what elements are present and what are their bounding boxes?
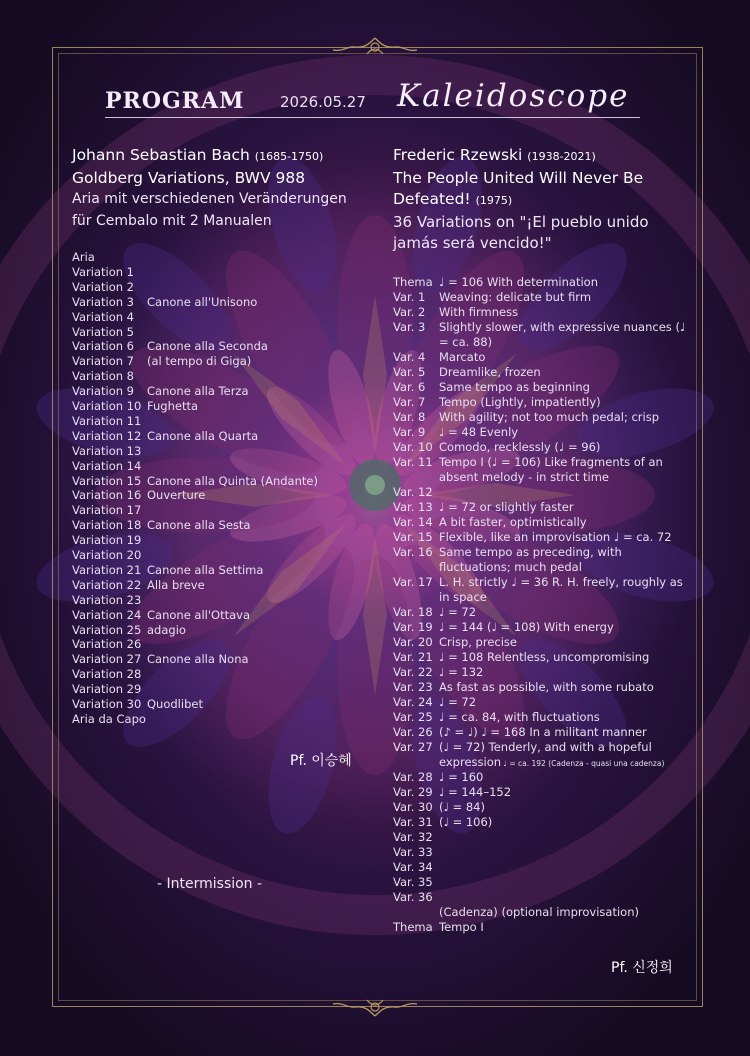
bach-item-description: Canone alla Quarta <box>147 428 259 443</box>
rzewski-item-description: (♩ = 84) <box>439 800 485 814</box>
rzewski-item-number: Thema <box>393 275 433 289</box>
rzewski-item-number: Var. 21 <box>393 650 433 664</box>
concert-title: Kaleidoscope <box>397 78 630 114</box>
rzewski-item-description: Slightly slower, with expressive nuances (♩ = ca. 88) <box>439 320 686 349</box>
rzewski-item-description: ♩ = 48 Evenly <box>439 425 519 439</box>
rzewski-work-year: (1975) <box>475 194 513 207</box>
bach-item-number: Variation 29 <box>72 682 142 697</box>
bach-item-number: Variation 14 <box>72 458 142 473</box>
bach-item-number: Variation 12 <box>72 428 142 443</box>
rzewski-item-description: With firmness <box>439 305 519 319</box>
rzewski-item-number: Var. 26 <box>393 725 433 739</box>
rzewski-item-description: ♩ = 72 <box>439 695 477 709</box>
rzewski-item-number: Var. 4 <box>393 350 426 364</box>
rzewski-item-description: Marcato <box>439 350 486 364</box>
rzewski-item-number: Var. 33 <box>393 845 433 859</box>
bach-item-number: Variation 26 <box>72 637 142 652</box>
rzewski-item-number: Var. 12 <box>393 485 433 499</box>
rzewski-item-description: ♩ = 72 or slightly faster <box>439 500 574 514</box>
rzewski-item-description: Tempo I <box>439 920 484 934</box>
bach-item-number: Variation 20 <box>72 548 142 562</box>
rzewski-item-description: Tempo I (♩ = 106) Like fragments of an absent melody - in strict time <box>439 455 663 484</box>
rzewski-work-title-2-text: Defeated! <box>393 190 471 208</box>
rzewski-item-description: As fast as possible, with some rubato <box>439 680 654 694</box>
rzewski-item-number: Var. 8 <box>393 410 426 424</box>
bach-item-description: Fughetta <box>147 399 199 413</box>
rzewski-item-description: ♩ = 108 Relentless, uncompromising <box>439 650 650 664</box>
rzewski-item-description: ♩ = 72 <box>439 605 477 619</box>
rzewski-item-description: ♩ = 144–152 <box>439 785 512 799</box>
bach-item-description: Canone all'Ottava <box>147 607 250 622</box>
bach-item-description: adagio <box>147 622 186 637</box>
bach-item-number: Variation 4 <box>72 309 134 324</box>
rzewski-item-number: Var. 9 <box>393 425 426 439</box>
rzewski-item-number: Var. 10 <box>393 440 433 454</box>
bach-item-description: Alla breve <box>147 577 205 592</box>
rzewski-item-description: ♩ = 160 <box>439 770 484 784</box>
rzewski-item-description: Dreamlike, frozen <box>439 365 541 379</box>
rzewski-item-number: Var. 24 <box>393 695 433 709</box>
bach-item-number: Variation 5 <box>72 324 134 339</box>
bach-item-number: Variation 28 <box>72 667 142 682</box>
program-header <box>105 80 640 120</box>
bach-subtitle-2: für Cembalo mit 2 Manualen <box>72 212 272 229</box>
bach-item-description: Canone alla Terza <box>147 384 249 399</box>
rzewski-composer <box>393 145 693 168</box>
rzewski-item-description: ♩ = ca. 84, with fluctuations <box>439 710 600 724</box>
rzewski-item-number: Var. 7 <box>393 395 426 409</box>
rzewski-item-number: Var. 1 <box>393 290 426 304</box>
rzewski-item-description: Same tempo as beginning <box>439 380 590 394</box>
rzewski-item-number: Var. 14 <box>393 515 433 529</box>
bach-item-number: Variation 22 <box>72 577 142 592</box>
bach-item-description: Canone alla Seconda <box>147 339 268 354</box>
bach-item-description: Canone alla Nona <box>147 652 249 667</box>
bach-item-number: Variation 19 <box>72 533 142 548</box>
rzewski-item-number: Var. 15 <box>393 530 433 544</box>
rzewski-item-description: (♩ = 72) Tenderly, and with a hopeful expression ♩ = ca. 192 (Cadenza - quasi una cadenza) <box>439 740 665 769</box>
rzewski-item-description: Same tempo as preceding, with fluctuations; much pedal <box>439 545 622 574</box>
rzewski-item-number: Var. 31 <box>393 815 433 829</box>
var27-cadenza-note: ♩ = ca. 192 (Cadenza - quasi una cadenza) <box>501 759 665 768</box>
rzewski-composer-name: Frederic Rzewski <box>393 146 523 164</box>
rzewski-item-number: Var. 2 <box>393 305 426 319</box>
rzewski-item-description: Tempo (Lightly, impatiently) <box>439 395 601 409</box>
bach-item-number: Variation 13 <box>72 443 142 458</box>
rzewski-subtitle-1: 36 Variations on "¡El pueblo unido <box>393 212 649 231</box>
rzewski-item-number: Var. 25 <box>393 710 433 724</box>
rzewski-item-number: Var. 6 <box>393 380 426 394</box>
rzewski-item-number: Var. 3 <box>393 320 426 334</box>
bach-work-title: Goldberg Variations, BWV 988 <box>72 168 306 187</box>
bach-item-number: Variation 27 <box>72 652 142 667</box>
rzewski-item-number: Var. 17 <box>393 575 433 589</box>
rzewski-item-number: Var. 32 <box>393 830 433 844</box>
rzewski-item-number: Var. 11 <box>393 455 433 469</box>
bach-item-number: Variation 9 <box>72 384 134 399</box>
bach-composer <box>72 145 372 168</box>
header-underline <box>105 117 640 118</box>
intermission: - Intermission - <box>157 876 263 892</box>
bach-item-number: Variation 7 <box>72 354 134 369</box>
rzewski-item-description: With agility; not too much pedal; crisp <box>439 410 660 424</box>
bach-item-number: Variation 8 <box>72 369 134 384</box>
rzewski-item-number: Var. 16 <box>393 545 433 559</box>
rzewski-years: (1938-2021) <box>527 150 596 163</box>
rzewski-item-number: Var. 27 <box>393 740 433 754</box>
bach-item-number: Aria da Capo <box>72 711 146 726</box>
bach-item-description: Ouverture <box>147 488 206 503</box>
rzewski-item-description: (♩ = 106) <box>439 815 493 829</box>
rzewski-item-number: Var. 30 <box>393 800 433 814</box>
rzewski-item-number: Var. 36 <box>393 890 433 904</box>
bach-item-number: Variation 11 <box>72 413 142 428</box>
bach-item-number: Variation 3 <box>72 294 134 309</box>
rzewski-item-number: Thema <box>393 920 433 934</box>
bach-item-number: Variation 25 <box>72 622 142 637</box>
bach-item-number: Variation 17 <box>72 503 142 518</box>
rzewski-item-description: Weaving: delicate but firm <box>439 290 592 304</box>
bach-composer-name: Johann Sebastian Bach <box>72 146 250 164</box>
bach-heading <box>72 145 372 232</box>
bach-item-description: Canone all'Unisono <box>147 294 258 309</box>
bach-subtitle-1: Aria mit verschiedenen Veränderungen <box>72 191 347 207</box>
bach-item-number: Variation 6 <box>72 339 134 354</box>
bach-item-number: Variation 24 <box>72 607 142 622</box>
rzewski-item-description: Flexible, like an improvisation ♩ = ca. 72 <box>439 530 672 544</box>
bach-item-number: Variation 16 <box>72 488 142 503</box>
bach-item-description: (al tempo di Giga) <box>147 354 252 369</box>
bach-item-description: Quodlibet <box>147 697 203 711</box>
rzewski-item-number: Var. 23 <box>393 680 433 694</box>
rzewski-work-title-2 <box>393 189 693 212</box>
rzewski-item-number: Var. 19 <box>393 620 433 634</box>
rzewski-item-description: ♩ = 144 (♩ = 108) With energy <box>439 620 614 634</box>
bach-item-number: Variation 18 <box>72 518 142 533</box>
rzewski-item-description: L. H. strictly ♩ = 36 R. H. freely, roughly as in space <box>439 575 683 604</box>
bach-item-number: Variation 15 <box>72 473 142 488</box>
rzewski-item-number: Var. 13 <box>393 500 433 514</box>
rzewski-item-number: Var. 18 <box>393 605 433 619</box>
rzewski-item-description: Comodo, recklessly (♩ = 96) <box>439 440 601 454</box>
bach-item-number: Variation 23 <box>72 592 142 607</box>
program-label: PROGRAM <box>105 88 245 114</box>
bach-item-number: Variation 10 <box>72 399 142 413</box>
rzewski-item-number: Var. 29 <box>393 785 433 799</box>
rzewski-item-description: ♩ = 132 <box>439 665 484 679</box>
rzewski-item-description: A bit faster, optimistically <box>439 515 587 529</box>
rzewski-item-number: Var. 20 <box>393 635 433 649</box>
rzewski-item-description: ♩ = 106 With determination <box>439 275 598 289</box>
rzewski-subtitle-2: jamás será vencido!" <box>393 234 552 252</box>
rzewski-performer: Pf. 신정희 <box>611 960 673 976</box>
rzewski-item-description: (♪ = ♩) ♩ = 168 In a militant manner <box>439 725 647 739</box>
rzewski-item-number: Var. 35 <box>393 875 433 889</box>
rzewski-item-number: Var. 34 <box>393 860 433 874</box>
bach-item-number: Aria <box>72 250 95 264</box>
bach-item-number: Variation 30 <box>72 697 142 711</box>
bach-item-description: Canone alla Settima <box>147 562 264 577</box>
bach-years: (1685-1750) <box>254 150 324 163</box>
bottom-ornament <box>325 994 425 1020</box>
bach-item-description: Canone alla Sesta <box>147 518 251 533</box>
rzewski-heading <box>393 145 693 255</box>
rzewski-item-number: Var. 5 <box>393 365 426 379</box>
rzewski-item-number: Var. 28 <box>393 770 433 784</box>
bach-item-description: Canone alla Quinta (Andante) <box>147 473 318 488</box>
rzewski-item-description: Crisp, precise <box>439 635 517 649</box>
bach-performer: Pf. 이승혜 <box>290 753 352 769</box>
concert-date: 2026.05.27 <box>280 93 366 111</box>
rzewski-work-title-1: The People United Will Never Be <box>393 168 644 187</box>
rzewski-item-number: Var. 22 <box>393 665 433 679</box>
rzewski-item-description: (Cadenza) (optional improvisation) <box>439 905 639 919</box>
bach-item-number: Variation 2 <box>72 279 134 294</box>
bach-item-number: Variation 21 <box>72 562 142 577</box>
top-ornament <box>325 34 425 60</box>
bach-item-number: Variation 1 <box>72 264 134 279</box>
